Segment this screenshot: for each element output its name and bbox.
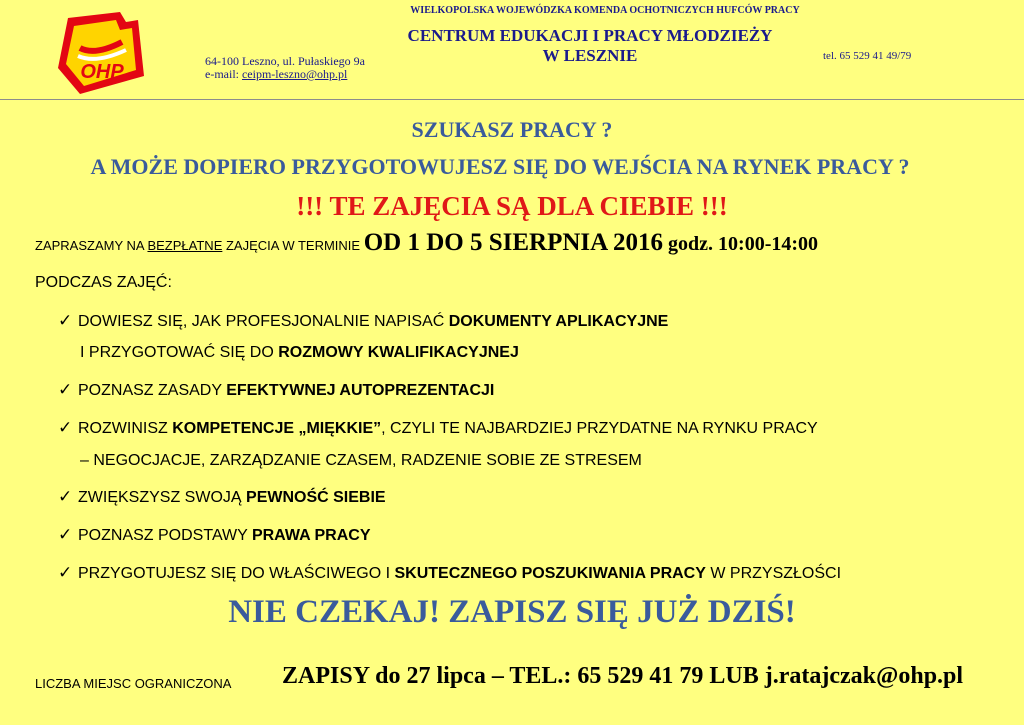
- invite-line: [35, 229, 818, 257]
- invite-prefix: ZAPRASZAMY NA: [35, 238, 148, 253]
- places-limited-note: LICZBA MIEJSC OGRANICZONA: [35, 676, 232, 691]
- item-text: POZNASZ ZASADY: [78, 382, 227, 399]
- invite-free: BEZPŁATNE: [147, 238, 223, 253]
- check-icon: ✓: [58, 418, 73, 438]
- list-item: [58, 525, 370, 545]
- item-bold: PRAWA PRACY: [251, 527, 371, 544]
- header-divider: [0, 99, 1024, 100]
- centre-title: [385, 26, 795, 66]
- logo-text: OHP: [80, 61, 124, 83]
- check-icon: ✓: [58, 563, 73, 583]
- item-text: I PRZYGOTOWAĆ SIĘ DO: [80, 344, 279, 361]
- item-text: POZNASZ PODSTAWY: [78, 527, 252, 544]
- organization-name: WIELKOPOLSKA WOJEWÓDZKA KOMENDA OCHOTNICZYCH HUFCÓW PRACY: [410, 5, 800, 16]
- item-text-after: W PRZYSZŁOŚCI: [705, 565, 842, 582]
- item-bold: EFEKTYWNEJ AUTOPREZENTACJI: [226, 382, 495, 399]
- list-item: [58, 311, 668, 331]
- email-label: e-mail:: [205, 67, 239, 81]
- check-icon: ✓: [58, 487, 73, 507]
- item-text: – NEGOCJACJE, ZARZĄDZANIE CZASEM, RADZENIE SOBIE ZE STRESEM: [80, 452, 642, 469]
- item-text: DOWIESZ SIĘ, JAK PROFESJONALNIE NAPISAĆ: [78, 313, 449, 330]
- item-bold: DOKUMENTY APLIKACYJNE: [448, 313, 669, 330]
- item-text: ZWIĘKSZYSZ SWOJĄ: [78, 489, 247, 506]
- headline-question-2: A MOŻE DOPIERO PRZYGOTOWUJESZ SIĘ DO WEJŚCIA NA RYNEK PRACY ?: [90, 154, 910, 179]
- address: 64-100 Leszno, ul. Pułaskiego 9a: [205, 54, 365, 68]
- list-item-continuation: [80, 344, 519, 362]
- call-to-action: NIE CZEKAJ! ZAPISZ SIĘ JUŻ DZIŚ!: [228, 594, 796, 630]
- check-icon: ✓: [58, 311, 73, 331]
- centre-title-line2: W LESZNIE: [542, 46, 638, 65]
- email-line: [205, 67, 347, 82]
- list-item: [58, 418, 818, 438]
- enrollment-contact: ZAPISY do 27 lipca – TEL.: 65 529 41 79 LUB j.ratajczak@ohp.pl: [282, 663, 964, 689]
- check-icon: ✓: [58, 525, 73, 545]
- centre-title-line1: CENTRUM EDUKACJI I PRACY MŁODZIEŻY: [407, 26, 773, 45]
- item-bold: SKUTECZNEGO POSZUKIWANIA PRACY: [394, 565, 706, 582]
- item-bold: KOMPETENCJE „MIĘKKIE”: [172, 420, 382, 437]
- email-link[interactable]: ceipm-leszno@ohp.pl: [241, 67, 348, 81]
- item-text-after: , CZYLI TE NAJBARDZIEJ PRZYDATNE NA RYNKU PRACY: [381, 420, 818, 437]
- invite-hours: godz. 10:00-14:00: [663, 233, 819, 255]
- ohp-logo: [50, 6, 150, 98]
- invite-middle: ZAJĘCIA W TERMINIE: [222, 238, 364, 253]
- phone: tel. 65 529 41 49/79: [823, 50, 912, 62]
- item-bold: ROZMOWY KWALIFIKACYJNEJ: [278, 344, 519, 361]
- item-text: PRZYGOTUJESZ SIĘ DO WŁAŚCIWEGO I: [78, 565, 395, 582]
- item-bold: PEWNOŚĆ SIEBIE: [246, 489, 386, 506]
- list-item: [58, 563, 841, 583]
- during-label: PODCZAS ZAJĘĆ:: [35, 274, 172, 291]
- list-item-continuation: [80, 452, 642, 470]
- item-text: ROZWINISZ: [78, 420, 173, 437]
- check-icon: ✓: [58, 380, 73, 400]
- list-item: [58, 380, 494, 400]
- headline-question-1: SZUKASZ PRACY ?: [411, 117, 613, 142]
- invite-dates: OD 1 DO 5 SIERPNIA 2016: [363, 229, 664, 256]
- list-item: [58, 487, 386, 507]
- headline-alert: !!! TE ZAJĘCIA SĄ DLA CIEBIE !!!: [296, 191, 728, 221]
